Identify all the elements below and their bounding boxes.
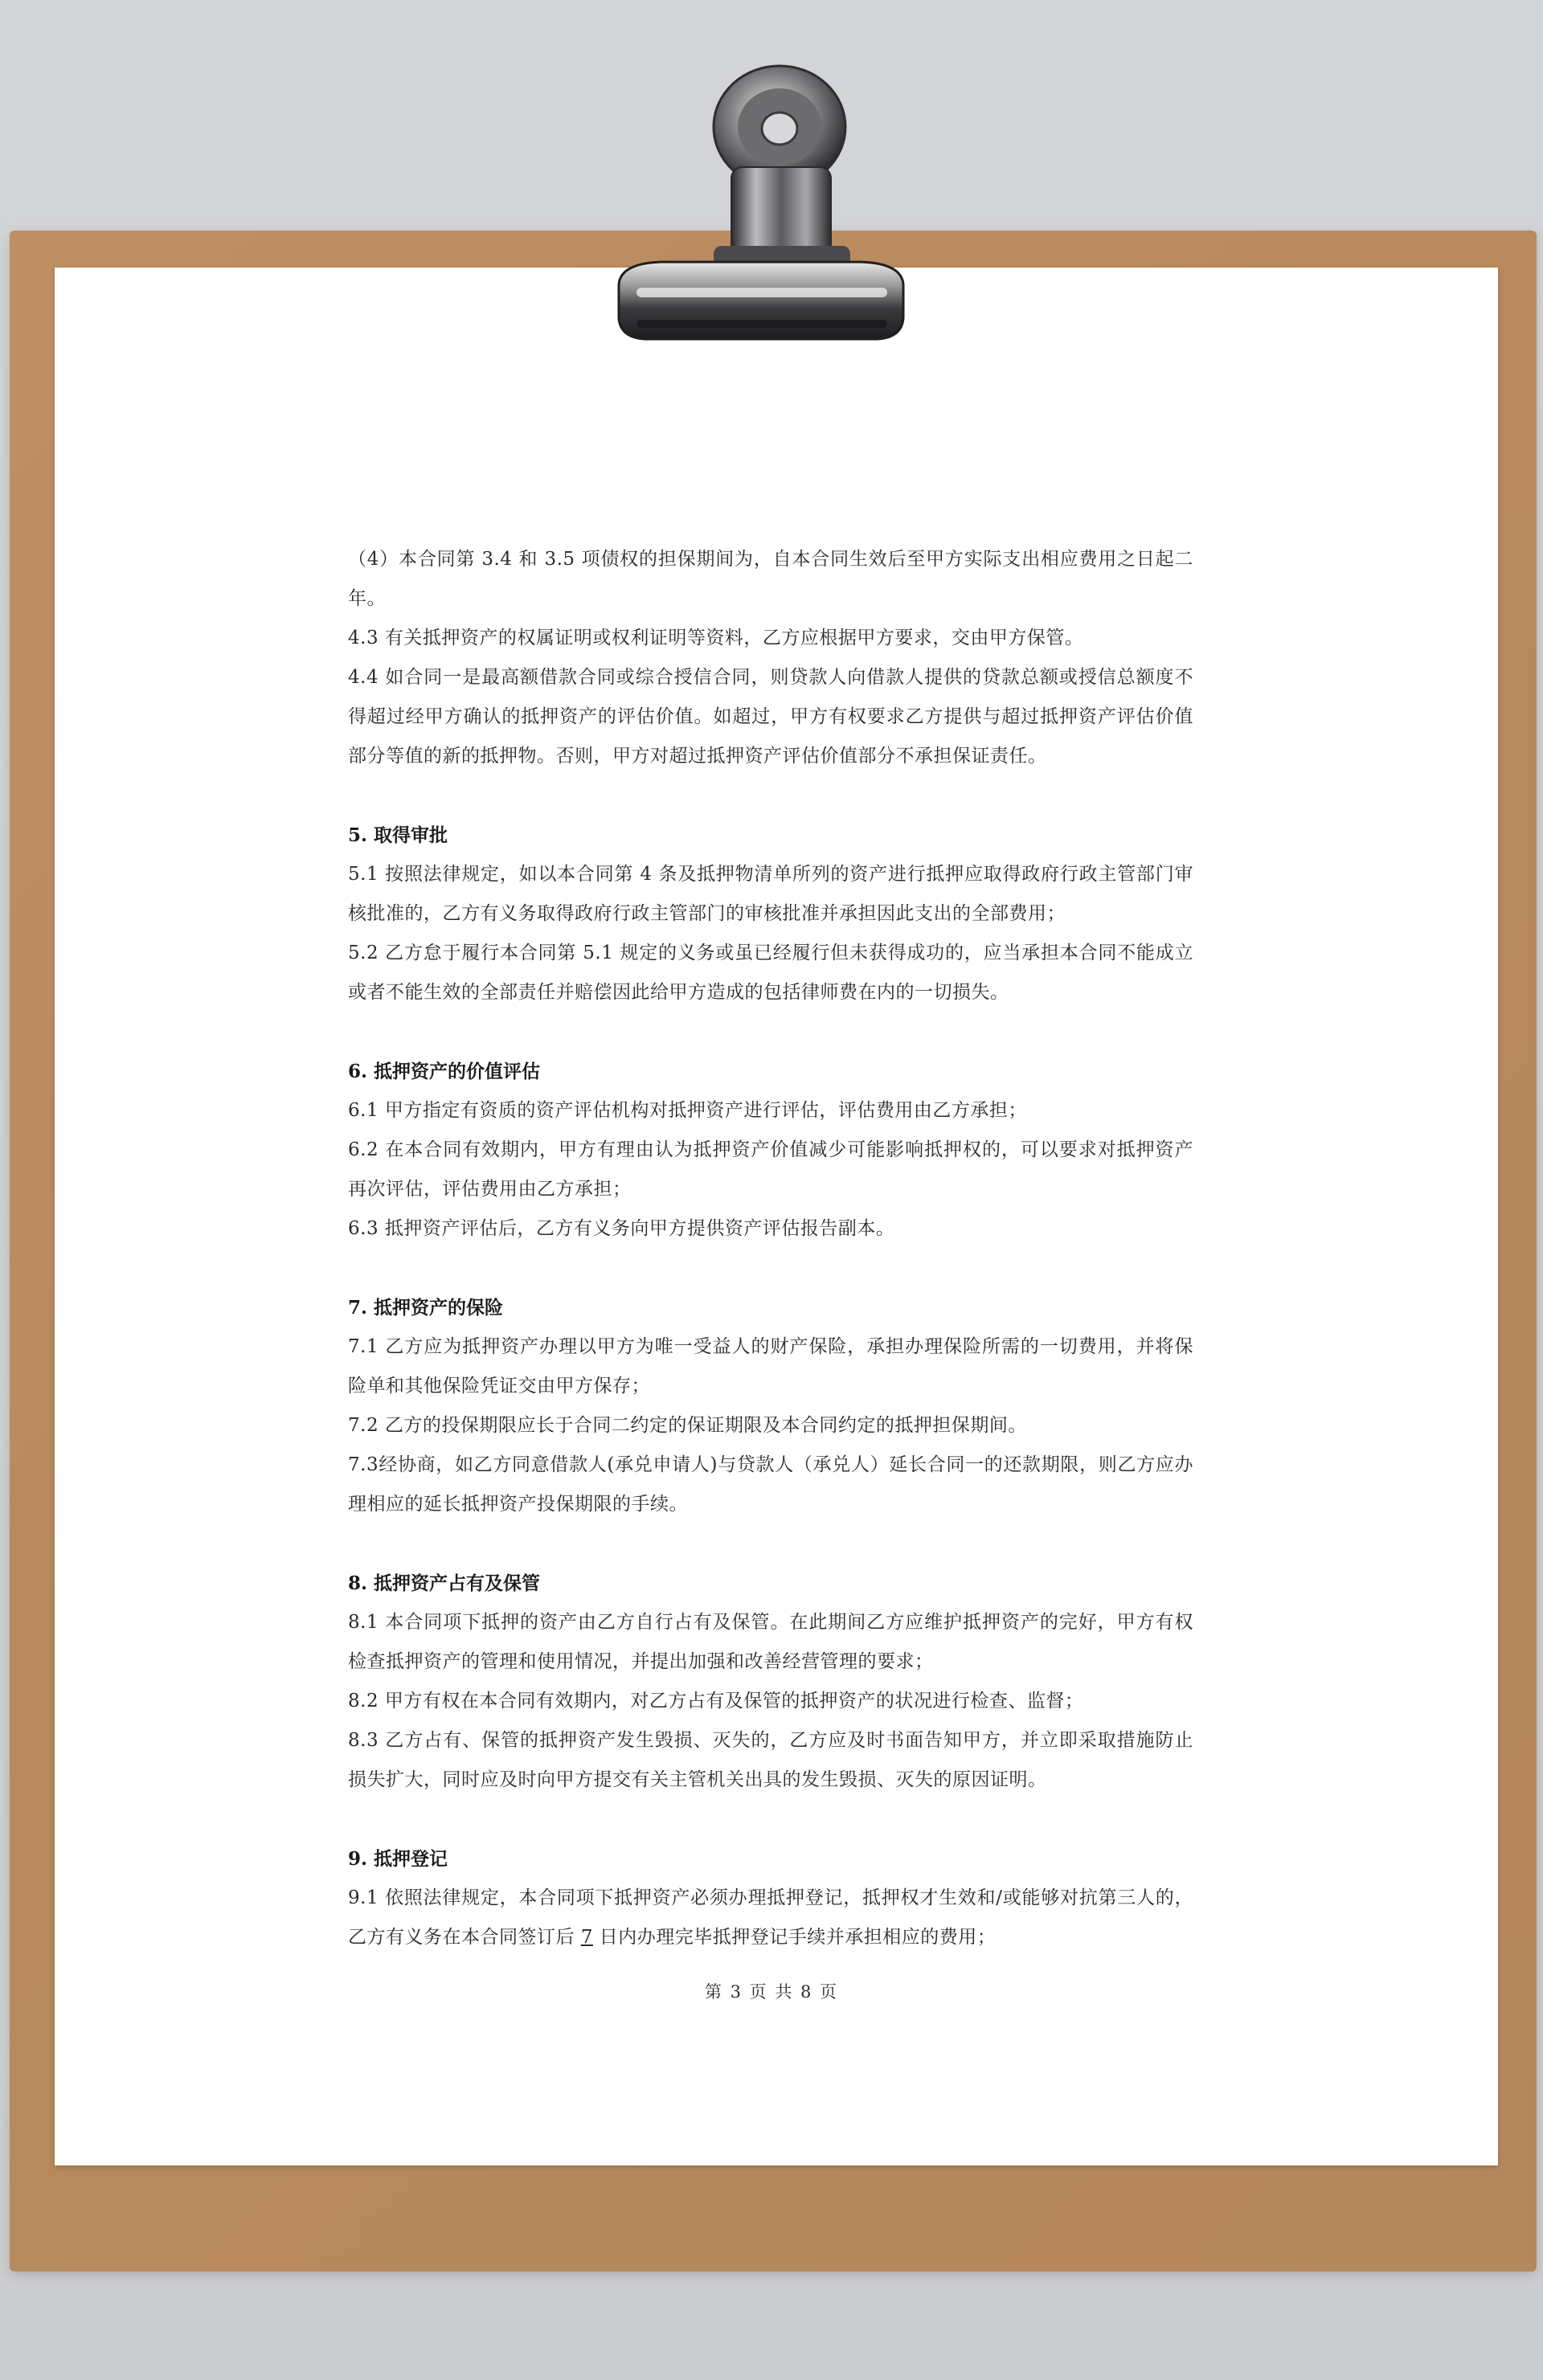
section-heading-8: 8. 抵押资产占有及保管: [348, 1572, 541, 1594]
page-number-footer: 第 3 页 共 8 页: [704, 1982, 839, 2002]
clause-6-2: 6.2 在本合同有效期内，甲方有理由认为抵押资产价值减少可能影响抵押权的，可以要求对抵押资产再次评估，评估费用由乙方承担；: [348, 1139, 1193, 1200]
binder-clip-icon: [572, 47, 958, 355]
clause-9-1-text-after: 日内办理完毕抵押登记手续并承担相应的费用；: [592, 1927, 997, 1948]
document-body: [348, 540, 1193, 1957]
clause-7-1: 7.1 乙方应为抵押资产办理以甲方为唯一受益人的财产保险，承担办理保险所需的一切费用，并将保险单和其他保险凭证交由甲方保存；: [348, 1336, 1193, 1397]
section-heading-9: 9. 抵押登记: [348, 1848, 448, 1870]
paragraph-4-2-4: （4）本合同第 3.4 和 3.5 项债权的担保期间为，自本合同生效后至甲方实际支出相应费用之日起二年。: [348, 549, 1193, 609]
clause-5-2: 5.2 乙方怠于履行本合同第 5.1 规定的义务或虽已经履行但未获得成功的，应当承担本合同不能成立或者不能生效的全部责任并赔偿因此给甲方造成的包括律师费在内的一切损失。: [348, 943, 1193, 1003]
paragraph-4-3: 4.3 有关抵押资产的权属证明或权利证明等资料，乙方应根据甲方要求，交由甲方保管。: [348, 628, 1084, 648]
clause-5-1: 5.1 按照法律规定，如以本合同第 4 条及抵押物清单所列的资产进行抵押应取得政府行政主管部门审核批准的，乙方有义务取得政府行政主管部门的审核批准并承担因此支出的全部费用；: [348, 864, 1193, 924]
clause-8-3: 8.3 乙方占有、保管的抵押资产发生毁损、灭失的，乙方应及时书面告知甲方，并立即采取措施防止损失扩大，同时应及时向甲方提交有关主管机关出具的发生毁损、灭失的原因证明。: [348, 1730, 1193, 1790]
clause-9-1: [348, 1879, 1193, 1957]
clause-8-2: 8.2 甲方有权在本合同有效期内，对乙方占有及保管的抵押资产的状况进行检查、监督；: [348, 1691, 1084, 1711]
registration-days-value: 7: [580, 1927, 593, 1948]
clause-8-1: 8.1 本合同项下抵押的资产由乙方自行占有及保管。在此期间乙方应维护抵押资产的完好，甲方有权检查抵押资产的管理和使用情况，并提出加强和改善经营管理的要求；: [348, 1612, 1193, 1672]
section-heading-7: 7. 抵押资产的保险: [348, 1297, 504, 1319]
clause-6-3: 6.3 抵押资产评估后，乙方有义务向甲方提供资产评估报告副本。: [348, 1218, 895, 1239]
section-heading-6: 6. 抵押资产的价值评估: [348, 1061, 541, 1082]
clause-9-1-text-before: 9.1 依照法律规定，本合同项下抵押资产必须办理抵押登记，抵押权才生效和/或能够对抗第三人的，乙方有义务在本合同签订后: [348, 1887, 1193, 1948]
clause-7-3: 7.3经协商，如乙方同意借款人(承兑申请人)与贷款人（承兑人）延长合同一的还款期限，则乙方应办理相应的延长抵押资产投保期限的手续。: [348, 1454, 1193, 1515]
clause-6-1: 6.1 甲方指定有资质的资产评估机构对抵押资产进行评估，评估费用由乙方承担；: [348, 1100, 1027, 1121]
clause-7-2: 7.2 乙方的投保期限应长于合同二约定的保证期限及本合同约定的抵押担保期间。: [348, 1415, 1027, 1436]
section-heading-5: 5. 取得审批: [348, 824, 448, 846]
paragraph-4-4: 4.4 如合同一是最高额借款合同或综合授信合同，则贷款人向借款人提供的贷款总额或授信总额度不得超过经甲方确认的抵押资产的评估价值。如超过，甲方有权要求乙方提供与超过抵押资产评估价值部分等值的新的抵押物。否则，甲方对超过抵押资产评估价值部分不承担保证责任。: [348, 667, 1193, 767]
